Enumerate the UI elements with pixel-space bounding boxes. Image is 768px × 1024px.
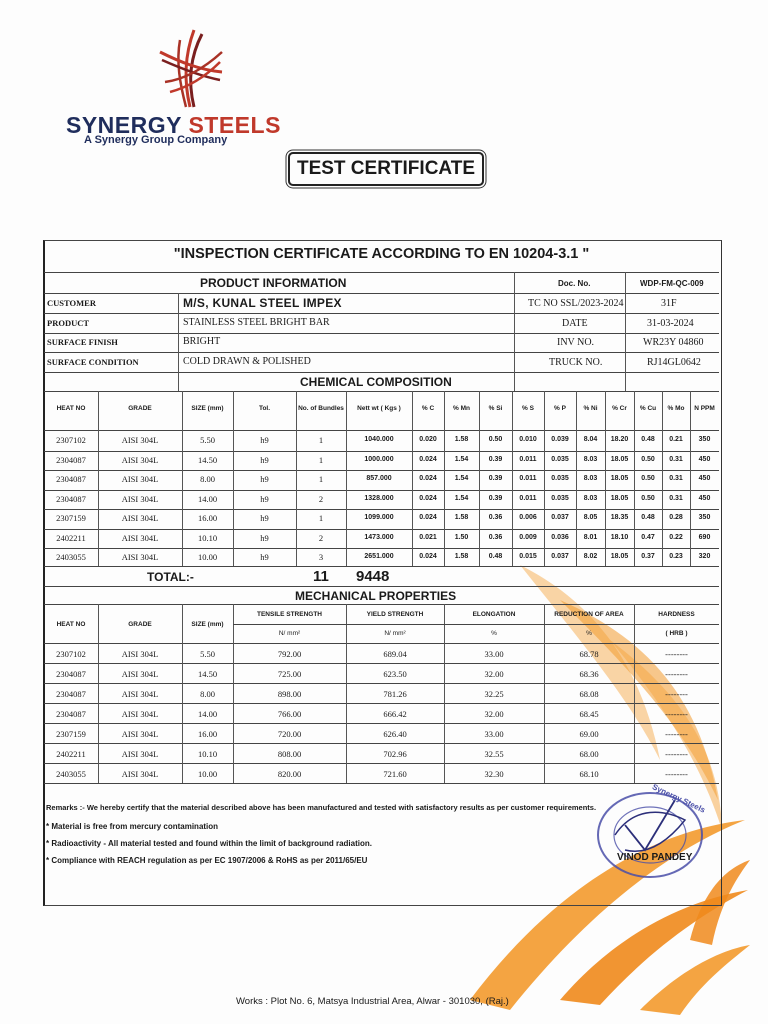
chem-cell: 1.58 <box>454 514 469 521</box>
chem-header-6: % C <box>421 405 435 412</box>
mech-cell: 720.00 <box>277 729 302 739</box>
chem-cell: 0.21 <box>669 436 683 443</box>
mech-cell: 32.30 <box>484 769 504 779</box>
chem-cell: 1.54 <box>454 475 469 482</box>
mech-unit-4: ( HRB ) <box>665 630 688 637</box>
chem-cell: 0.48 <box>641 514 655 521</box>
total-bundles: 11 <box>313 568 329 585</box>
chem-cell: 0.024 <box>419 475 437 482</box>
works-address: Works : Plot No. 6, Matsya Industrial Area, Alwar - 301030, (Raj.) <box>236 996 509 1007</box>
chem-cell: 450 <box>698 495 711 502</box>
chem-cell: 0.31 <box>669 495 683 502</box>
chem-cell: 10.10 <box>197 533 218 543</box>
chem-cell: 2651.000 <box>364 553 394 560</box>
mech-cell: 5.50 <box>200 649 215 659</box>
chem-cell: 2402211 <box>56 533 86 543</box>
chem-cell: 0.024 <box>419 495 437 502</box>
mech-cell: 8.00 <box>200 689 215 699</box>
mech-cell: 14.00 <box>197 709 218 719</box>
chem-cell: 0.035 <box>551 475 569 482</box>
chem-cell: 0.021 <box>419 534 437 541</box>
mech-cell: 781.26 <box>383 689 407 699</box>
mech-header-4: YIELD STRENGTH <box>366 611 424 618</box>
mech-cell: 68.08 <box>579 689 599 699</box>
chem-cell: 0.36 <box>488 534 503 541</box>
chem-cell: 14.50 <box>197 455 218 465</box>
truck-no-label: TRUCK NO. <box>549 357 603 368</box>
chem-cell: AISI 304L <box>121 533 159 543</box>
mech-header-2: SIZE (mm) <box>191 621 224 628</box>
chem-cell: 1473.000 <box>364 534 394 541</box>
mech-header-0: HEAT NO <box>56 621 86 628</box>
date-label: DATE <box>562 318 588 329</box>
chem-cell: 0.39 <box>488 475 503 482</box>
chem-cell: 1.54 <box>454 456 469 463</box>
chem-cell: AISI 304L <box>121 513 159 523</box>
chem-cell: 1040.000 <box>364 436 394 443</box>
mech-cell: 68.10 <box>579 769 599 779</box>
chem-header-12: % Cr <box>612 405 627 412</box>
chem-cell: 0.037 <box>551 553 569 560</box>
chem-cell: h9 <box>260 513 269 523</box>
chem-cell: 18.05 <box>610 553 629 560</box>
mech-cell: AISI 304L <box>121 669 159 679</box>
chem-cell: 8.03 <box>583 475 598 482</box>
chem-cell: 18.05 <box>610 475 629 482</box>
chem-header-5: Nett wt ( Kgs ) <box>357 405 401 412</box>
chem-cell: 8.01 <box>583 534 598 541</box>
mech-cell: 14.50 <box>197 669 218 679</box>
chem-cell: 18.05 <box>610 456 629 463</box>
chem-cell: 8.04 <box>583 436 598 443</box>
chem-cell: 18.35 <box>610 514 629 521</box>
chem-cell: 0.009 <box>519 534 537 541</box>
chem-cell: 857.000 <box>366 475 392 482</box>
chem-cell: 2 <box>318 494 324 504</box>
chem-cell: 320 <box>698 553 711 560</box>
mech-cell: 10.00 <box>197 769 218 779</box>
chem-cell: 350 <box>698 514 711 521</box>
chem-cell: 0.39 <box>488 495 503 502</box>
chem-cell: 1 <box>318 435 324 445</box>
chem-cell: 0.024 <box>419 514 437 521</box>
mech-cell: 2403055 <box>56 769 86 779</box>
chem-cell: 1.58 <box>454 436 469 443</box>
product-value: STAINLESS STEEL BRIGHT BAR <box>183 317 330 328</box>
mech-cell: AISI 304L <box>121 689 159 699</box>
chem-cell: 0.47 <box>641 534 655 541</box>
mech-cell: 626.40 <box>383 729 407 739</box>
mech-cell: 2304087 <box>56 669 86 679</box>
chem-cell: h9 <box>260 494 269 504</box>
chem-cell: 18.10 <box>610 534 629 541</box>
chem-cell: 8.03 <box>583 456 598 463</box>
chem-cell: 14.00 <box>197 494 218 504</box>
remark-reach: * Compliance with REACH regulation as per EC 1907/2006 & RoHS as per 2011/65/EU <box>46 856 368 865</box>
mech-cell: AISI 304L <box>121 769 159 779</box>
document-title: TEST CERTIFICATE <box>288 152 484 186</box>
surface-condition-label: SURFACE CONDITION <box>47 357 139 367</box>
chem-header-14: % Mo <box>667 405 685 412</box>
chem-cell: 1 <box>318 513 324 523</box>
chem-cell: 0.50 <box>641 495 655 502</box>
tc-no-value: 31F <box>661 298 677 309</box>
mech-header-6: REDUCTION OF AREA <box>554 611 624 618</box>
mech-cell: -------- <box>665 669 688 679</box>
mech-cell: 69.00 <box>579 729 599 739</box>
chem-cell: 0.035 <box>551 495 569 502</box>
chem-cell: 0.31 <box>669 456 683 463</box>
chem-cell: 2307102 <box>56 435 86 445</box>
chem-cell: AISI 304L <box>121 455 159 465</box>
chem-cell: 0.035 <box>551 456 569 463</box>
company-name: SYNERGY STEELS <box>66 112 281 138</box>
chem-cell: 350 <box>698 436 711 443</box>
chem-cell: 0.36 <box>488 514 503 521</box>
chem-cell: 1328.000 <box>364 495 394 502</box>
chem-cell: h9 <box>260 552 269 562</box>
chem-header-7: % Mn <box>453 405 470 412</box>
chem-header-10: % P <box>554 405 566 412</box>
chem-cell: 10.00 <box>197 552 218 562</box>
mech-cell: 68.00 <box>579 749 599 759</box>
chem-cell: 8.02 <box>583 553 598 560</box>
mech-cell: 2307102 <box>56 649 86 659</box>
mech-header-7: HARDNESS <box>658 611 695 618</box>
mech-cell: -------- <box>665 689 688 699</box>
customer-label: CUSTOMER <box>47 298 96 308</box>
chem-cell: 0.039 <box>551 436 569 443</box>
chem-cell: AISI 304L <box>121 552 159 562</box>
chem-cell: 2304087 <box>56 474 86 484</box>
surface-finish-label: SURFACE FINISH <box>47 337 118 347</box>
mech-unit-0: N/ mm² <box>278 630 301 637</box>
chem-cell: 1099.000 <box>364 514 394 521</box>
chem-cell: 0.024 <box>419 553 437 560</box>
chem-cell: h9 <box>260 474 269 484</box>
mech-cell: 33.00 <box>484 649 504 659</box>
chem-header-8: % Si <box>488 405 503 412</box>
chem-cell: 0.50 <box>641 456 655 463</box>
date-value: 31-03-2024 <box>647 318 694 329</box>
chem-cell: 0.50 <box>488 436 503 443</box>
tc-no-label: TC NO SSL/2023-2024 <box>528 298 624 309</box>
mech-header-1: GRADE <box>128 621 152 628</box>
company-logo-mark <box>150 22 230 117</box>
surface-finish-value: BRIGHT <box>183 336 221 347</box>
mech-cell: 68.78 <box>579 649 599 659</box>
mech-cell: 2304087 <box>56 709 86 719</box>
mech-unit-2: % <box>491 630 497 637</box>
mech-cell: 689.04 <box>383 649 407 659</box>
mech-cell: AISI 304L <box>121 749 159 759</box>
chem-cell: 0.020 <box>419 436 437 443</box>
chem-header-0: HEAT NO <box>56 405 86 412</box>
chem-cell: 18.20 <box>610 436 629 443</box>
mech-cell: -------- <box>665 649 688 659</box>
chem-cell: h9 <box>260 533 269 543</box>
remarks-line: Remarks :- We hereby certify that the material described above has been manufactured and tested with satisfactory results as per customer requirements. <box>46 803 597 812</box>
customer-value: M/S, KUNAL STEEL IMPEX <box>183 296 342 310</box>
chem-cell: 0.036 <box>551 534 569 541</box>
chem-header-13: % Cu <box>639 405 657 412</box>
chem-header-3: Tol. <box>258 405 271 412</box>
chem-cell: 0.48 <box>488 553 503 560</box>
mech-unit-3: % <box>586 630 592 637</box>
chem-cell: AISI 304L <box>121 435 159 445</box>
total-label: TOTAL:- <box>147 570 194 584</box>
chem-cell: 2 <box>318 533 324 543</box>
chem-cell: AISI 304L <box>121 474 159 484</box>
chem-cell: 1 <box>318 455 324 465</box>
inspection-title: "INSPECTION CERTIFICATE ACCORDING TO EN 10204-3.1 " <box>173 246 590 262</box>
chem-header-2: SIZE (mm) <box>191 405 224 412</box>
chem-cell: 8.00 <box>200 474 215 484</box>
chem-cell: 0.010 <box>519 436 537 443</box>
chem-header-9: % S <box>522 405 534 412</box>
mech-cell: 33.00 <box>484 729 504 739</box>
chem-cell: 2304087 <box>56 494 86 504</box>
chem-cell: 1 <box>318 474 324 484</box>
chem-cell: 690 <box>698 534 711 541</box>
doc-no-value: WDP-FM-QC-009 <box>640 279 704 288</box>
chem-cell: 1.54 <box>454 495 469 502</box>
chem-cell: 5.50 <box>200 435 215 445</box>
mech-unit-1: N/ mm² <box>384 630 406 637</box>
chem-cell: h9 <box>260 435 269 445</box>
mech-cell: -------- <box>665 769 688 779</box>
chem-cell: 0.39 <box>488 456 503 463</box>
chem-cell: 0.50 <box>641 475 655 482</box>
mech-cell: 623.50 <box>383 669 407 679</box>
chem-header-15: N PPM <box>694 405 715 412</box>
mech-cell: 32.00 <box>484 709 504 719</box>
mech-cell: 2307159 <box>56 729 86 739</box>
company-tagline: A Synergy Group Company <box>84 134 228 146</box>
chem-cell: 1.58 <box>454 553 469 560</box>
doc-no-label: Doc. No. <box>558 279 591 288</box>
chem-cell: 2304087 <box>56 455 86 465</box>
mech-cell: 725.00 <box>277 669 302 679</box>
mech-cell: 68.45 <box>579 709 599 719</box>
chem-cell: 1.50 <box>454 534 469 541</box>
chem-cell: 450 <box>698 475 711 482</box>
chem-cell: 8.05 <box>583 514 598 521</box>
chem-cell: 0.011 <box>519 456 537 463</box>
chem-cell: h9 <box>260 455 269 465</box>
mech-cell: 68.36 <box>579 669 599 679</box>
chem-cell: 0.22 <box>669 534 683 541</box>
chem-cell: AISI 304L <box>121 494 159 504</box>
chem-cell: 0.23 <box>669 553 683 560</box>
mech-cell: 32.00 <box>484 669 504 679</box>
mech-cell: 666.42 <box>383 709 407 719</box>
chem-cell: 0.006 <box>519 514 537 521</box>
chem-cell: 18.05 <box>610 495 629 502</box>
chem-header-4: No. of Bundles <box>298 405 344 412</box>
mech-cell: -------- <box>665 749 688 759</box>
chem-cell: 0.011 <box>519 495 537 502</box>
mech-cell: 820.00 <box>277 769 302 779</box>
chem-cell: 2403055 <box>56 552 86 562</box>
mech-cell: AISI 304L <box>121 729 159 739</box>
mech-cell: 16.00 <box>197 729 218 739</box>
chem-header-1: GRADE <box>128 405 152 412</box>
chem-cell: 0.037 <box>551 514 569 521</box>
mech-cell: -------- <box>665 729 688 739</box>
chem-cell: 0.37 <box>641 553 655 560</box>
chem-cell: 450 <box>698 456 711 463</box>
mech-cell: AISI 304L <box>121 709 159 719</box>
mech-header-5: ELONGATION <box>472 611 516 618</box>
chem-cell: 8.03 <box>583 495 598 502</box>
chem-cell: 0.31 <box>669 475 683 482</box>
mech-cell: 792.00 <box>277 649 302 659</box>
truck-no-value: RJ14GL0642 <box>647 357 701 368</box>
remark-mercury: * Material is free from mercury contamination <box>46 822 219 831</box>
signatory-name: VINOD PANDEY <box>617 852 693 863</box>
mech-cell: 702.96 <box>383 749 407 759</box>
mech-cell: 32.55 <box>484 749 504 759</box>
chem-cell: 0.024 <box>419 456 437 463</box>
mech-cell: 2402211 <box>56 749 86 759</box>
mech-cell: -------- <box>665 709 688 719</box>
chem-cell: 0.015 <box>519 553 537 560</box>
mechanical-properties-title: MECHANICAL PROPERTIES <box>295 589 457 603</box>
stamp-text: Synergy Steels <box>650 782 707 815</box>
chem-cell: 2307159 <box>56 513 86 523</box>
chem-cell: 16.00 <box>197 513 218 523</box>
product-info-title: PRODUCT INFORMATION <box>200 276 347 290</box>
total-weight: 9448 <box>356 568 390 585</box>
mech-header-3: TENSILE STRENGTH <box>256 611 322 618</box>
chemical-composition-title: CHEMICAL COMPOSITION <box>300 375 452 389</box>
chem-cell: 1000.000 <box>364 456 394 463</box>
mech-cell: 10.10 <box>197 749 218 759</box>
mech-cell: AISI 304L <box>121 649 159 659</box>
mech-cell: 2304087 <box>56 689 86 699</box>
mech-cell: 766.00 <box>277 709 302 719</box>
mech-cell: 808.00 <box>277 749 302 759</box>
chem-cell: 3 <box>318 552 324 562</box>
remark-radioactivity: * Radioactivity - All material tested and found within the limit of background radiation. <box>46 839 372 848</box>
chem-cell: 0.48 <box>641 436 655 443</box>
surface-condition-value: COLD DRAWN & POLISHED <box>183 356 311 367</box>
mech-cell: 32.25 <box>484 689 504 699</box>
inv-no-label: INV NO. <box>557 337 595 348</box>
product-label: PRODUCT <box>47 318 90 328</box>
mech-cell: 721.60 <box>383 769 407 779</box>
inv-no-value: WR23Y 04860 <box>643 337 704 348</box>
chem-header-11: % Ni <box>583 405 598 412</box>
chem-cell: 0.28 <box>669 514 683 521</box>
chem-cell: 0.011 <box>519 475 537 482</box>
mech-cell: 898.00 <box>277 689 302 699</box>
